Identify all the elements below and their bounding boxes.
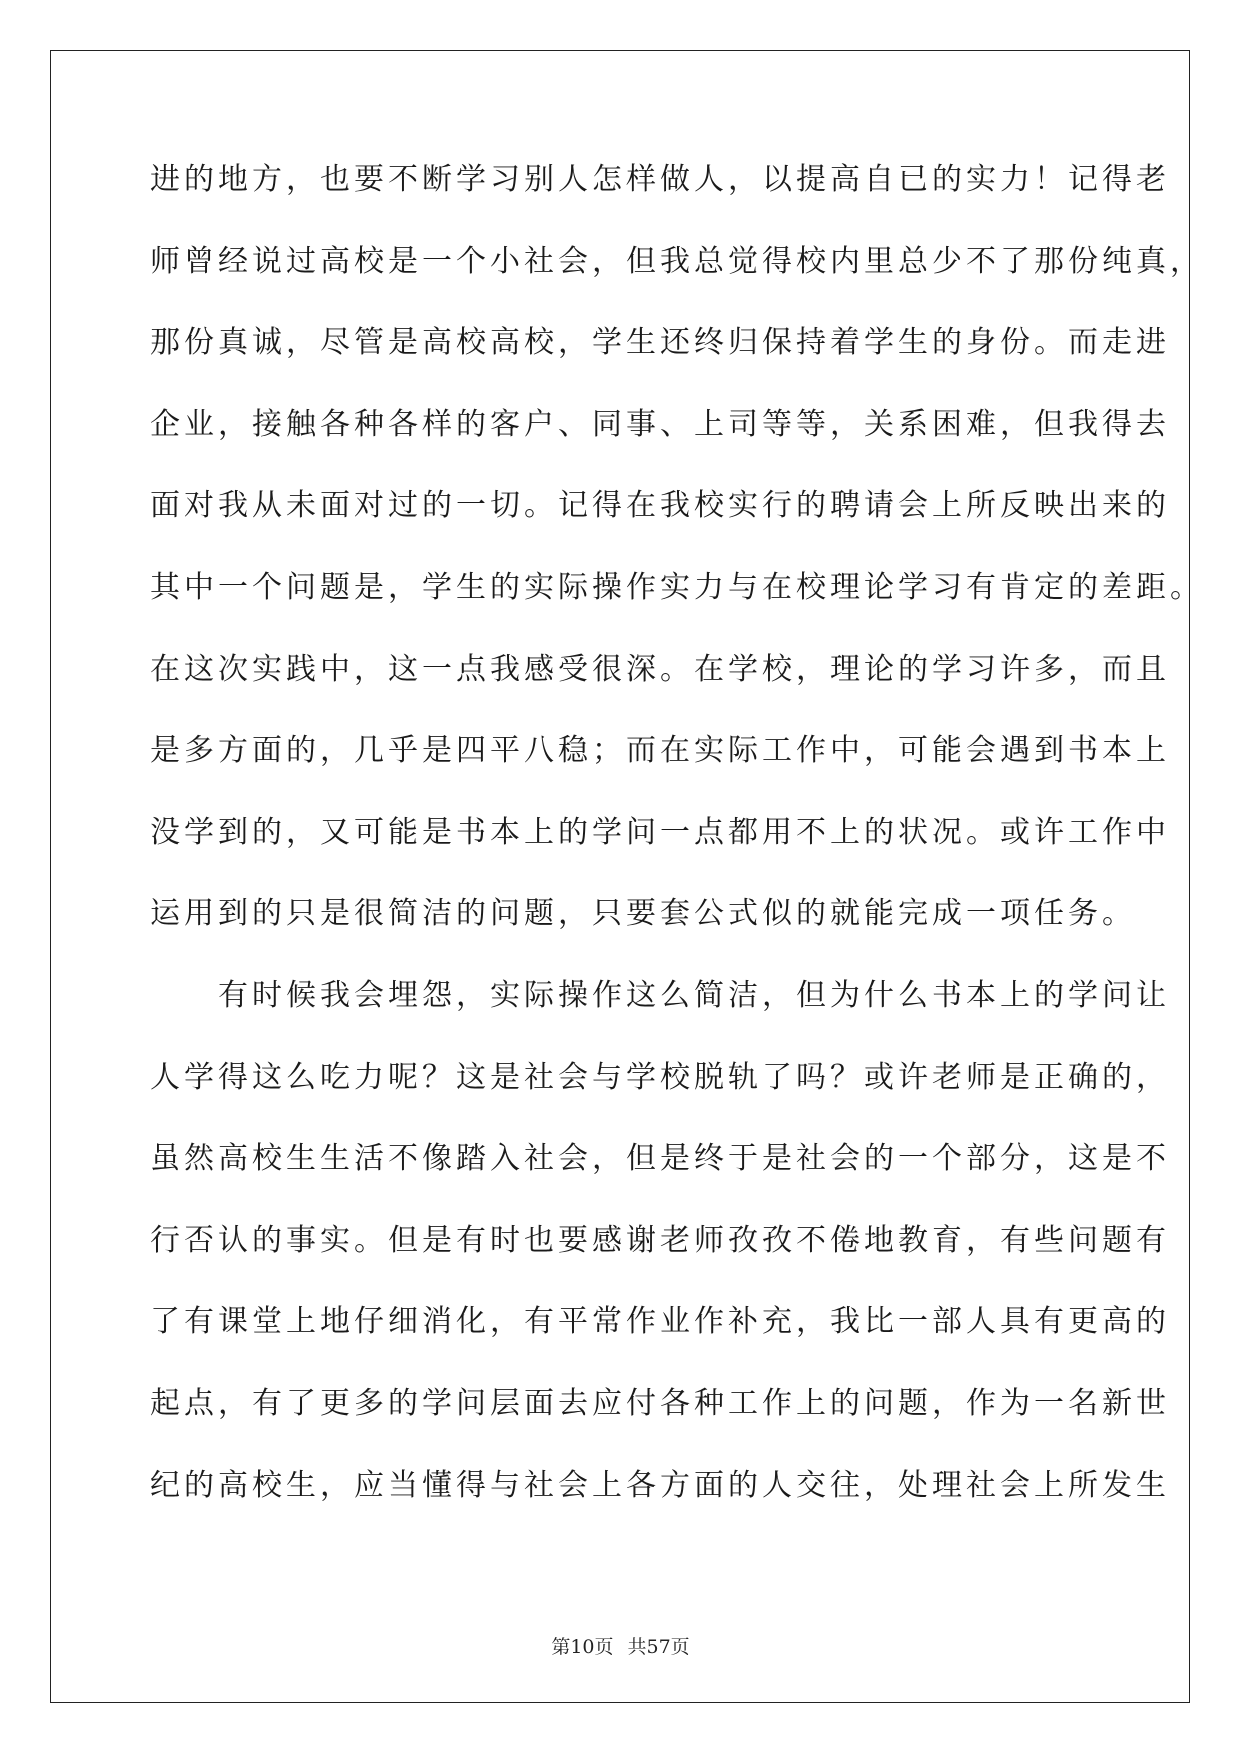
page-footer	[0, 1632, 1241, 1659]
text-line: 行否认的事实。但是有时也要感谢老师孜孜不倦地教育，有些问题有	[150, 1222, 1170, 1258]
text-line: 人学得这么吃力呢？这是社会与学校脱轨了吗？或许老师是正确的，	[150, 1059, 1170, 1095]
text-line: 是多方面的，几乎是四平八稳；而在实际工作中，可能会遇到书本上	[150, 733, 1170, 769]
text-line: 有时候我会埋怨，实际操作这么简洁，但为什么书本上的学问让	[150, 977, 1170, 1013]
text-line: 师曾经说过高校是一个小社会，但我总觉得校内里总少不了那份纯真，	[150, 243, 1204, 279]
text-line: 运用到的只是很简洁的问题，只要套公式似的就能完成一项任务。	[150, 896, 1136, 932]
text-line: 没学到的，又可能是书本上的学问一点都用不上的状况。或许工作中	[150, 814, 1170, 850]
text-line: 那份真诚，尽管是高校高校，学生还终归保持着学生的身份。而走进	[150, 325, 1170, 361]
text-line: 面对我从未面对过的一切。记得在我校实行的聘请会上所反映出来的	[150, 488, 1170, 524]
text-line: 在这次实践中，这一点我感受很深。在学校，理论的学习许多，而且	[150, 651, 1170, 687]
text-line: 其中一个问题是，学生的实际操作实力与在校理论学习有肯定的差距。	[150, 569, 1204, 605]
text-line: 了有课堂上地仔细消化，有平常作业作补充，我比一部人具有更高的	[150, 1304, 1170, 1340]
text-line: 企业，接触各种各样的客户、同事、上司等等，关系困难，但我得去	[150, 406, 1170, 442]
text-line: 进的地方，也要不断学习别人怎样做人，以提高自已的实力！记得老	[150, 162, 1170, 197]
text-line: 虽然高校生生活不像踏入社会，但是终于是社会的一个部分，这是不	[150, 1141, 1170, 1177]
text-line: 起点，有了更多的学问层面去应付各种工作上的问题，作为一名新世	[150, 1385, 1170, 1421]
document-body	[150, 160, 1204, 1547]
text-line: 纪的高校生，应当懂得与社会上各方面的人交往，处理社会上所发生	[150, 1467, 1170, 1503]
page-total: 共57页	[627, 1636, 690, 1658]
page-number: 第10页	[551, 1636, 614, 1658]
